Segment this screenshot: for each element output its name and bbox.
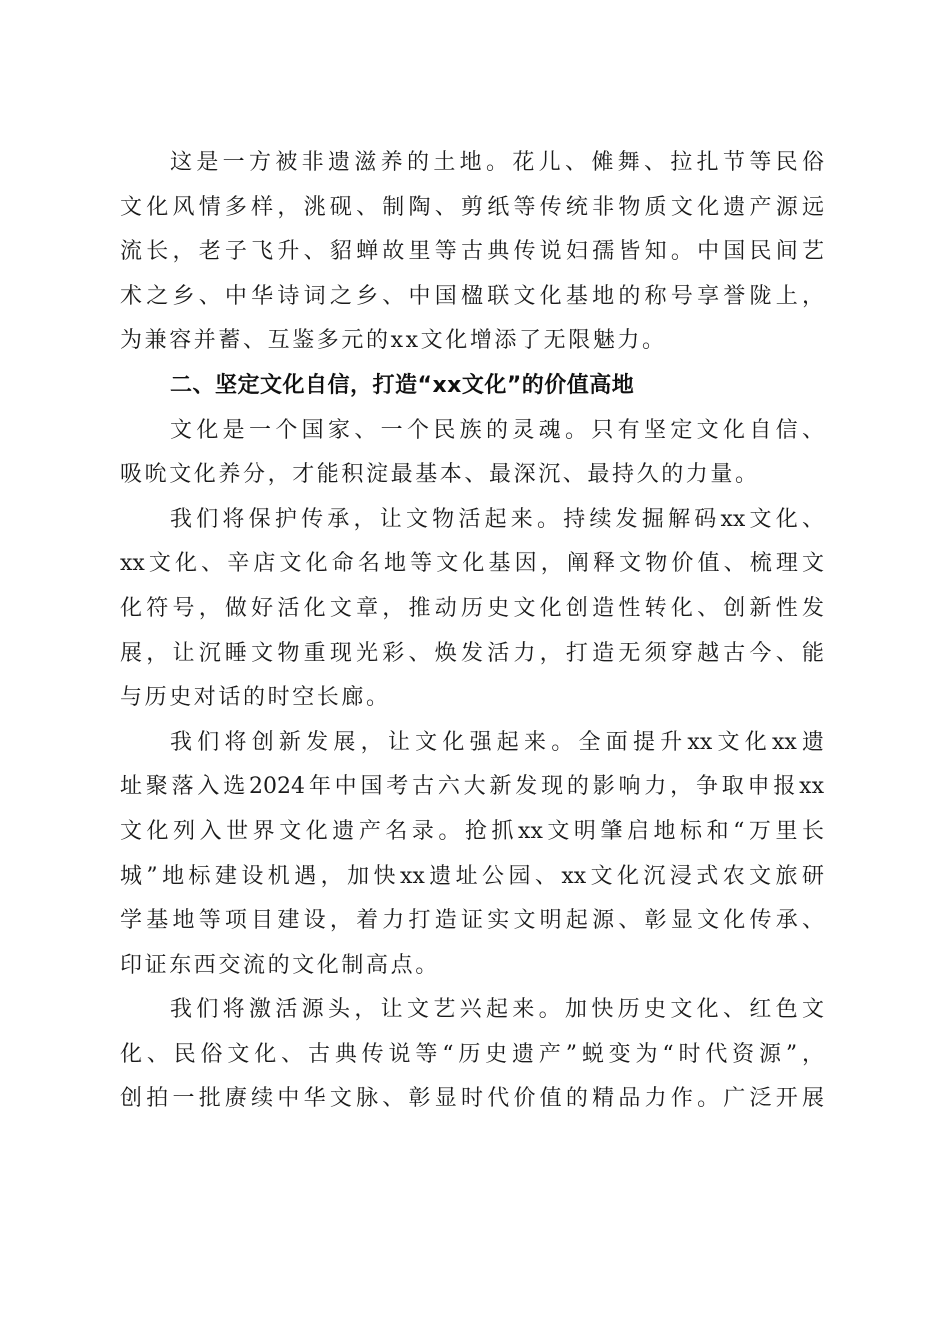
text-line: 这是一方被非遗滋养的土地。花儿、傩舞、拉扎节等民俗 bbox=[170, 150, 824, 175]
paragraph-activate-source bbox=[120, 988, 824, 1122]
text-line: 展，让沉睡文物重现光彩、焕发活力，打造无须穿越古今、能 bbox=[120, 640, 824, 666]
text-line: 文化列入世界文化遗产名录。抢抓xx文明肇启地标和“万里长 bbox=[120, 818, 824, 844]
paragraph-innovate-develop bbox=[120, 721, 824, 989]
text-line: 文化是一个国家、一个民族的灵魂。只有坚定文化自信、 bbox=[170, 417, 824, 443]
section-heading bbox=[120, 364, 824, 409]
text-line: 我们将保护传承，让文物活起来。持续发掘解码xx文化、 bbox=[170, 506, 824, 532]
heading-text: 二、坚定文化自信，打造“xx文化”的价值高地 bbox=[170, 372, 635, 398]
text-line: 术之乡、中华诗词之乡、中国楹联文化基地的称号享誉陇上， bbox=[120, 283, 824, 309]
text-line: 我们将激活源头，让文艺兴起来。加快历史文化、红色文 bbox=[170, 997, 824, 1023]
text-line: 我们将创新发展，让文化强起来。全面提升xx文化xx遗 bbox=[170, 729, 824, 755]
text-line: 化符号，做好活化文章，推动历史文化创造性转化、创新性发 bbox=[120, 595, 824, 621]
text-line: 印证东西交流的文化制高点。 bbox=[120, 952, 440, 978]
paragraph-culture-soul bbox=[120, 409, 824, 498]
text-line: 化、民俗文化、古典传说等“历史遗产”蜕变为“时代资源”， bbox=[120, 1041, 824, 1067]
text-line: xx文化、辛店文化命名地等文化基因，阐释文物价值、梳理文 bbox=[120, 551, 824, 577]
text-line: 创拍一批赓续中华文脉、彰显时代价值的精品力作。广泛开展 bbox=[120, 1086, 824, 1112]
text-line: 为兼容并蓄、互鉴多元的xx文化增添了无限魅力。 bbox=[120, 328, 667, 354]
text-line: 址聚落入选2024年中国考古六大新发现的影响力，争取申报xx bbox=[120, 774, 824, 800]
text-line: 文化风情多样，洮砚、制陶、剪纸等传统非物质文化遗产源远 bbox=[120, 194, 824, 220]
document-page bbox=[120, 141, 824, 1122]
paragraph-protect-inherit bbox=[120, 498, 824, 721]
text-line: 与历史对话的时空长廊。 bbox=[120, 685, 391, 711]
paragraph-intangible-heritage bbox=[120, 141, 824, 364]
text-line: 城”地标建设机遇，加快xx遗址公园、xx文化沉浸式农文旅研 bbox=[120, 863, 824, 889]
text-line: 流长，老子飞升、貂蝉故里等古典传说妇孺皆知。中国民间艺 bbox=[120, 239, 824, 265]
text-line: 吸吮文化养分，才能积淀最基本、最深沉、最持久的力量。 bbox=[120, 462, 760, 488]
text-line: 学基地等项目建设，着力打造证实文明起源、彰显文化传承、 bbox=[120, 908, 824, 934]
